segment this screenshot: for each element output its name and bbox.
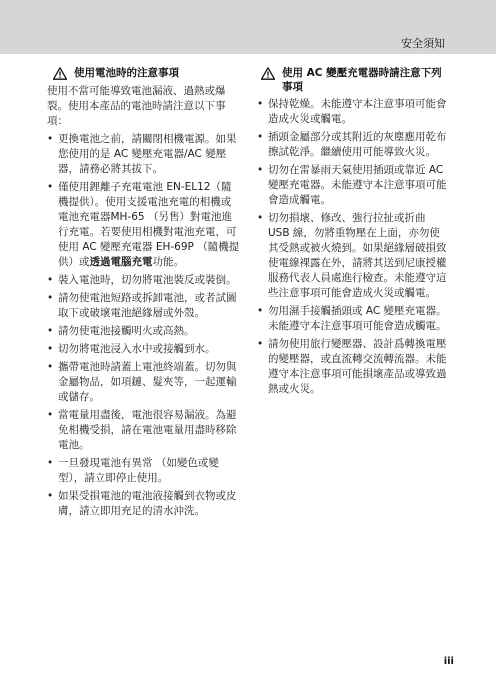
list-item: • 請勿使電池接觸明火或高熱。 — [47, 325, 195, 337]
list-item: • 勿用濕手接觸插頭或 AC 變壓充電器。未能遵守本注意事項可能會造成觸電。 — [257, 305, 447, 332]
list-item: • 裝入電池時，切勿將電池裝反或裝倒。 — [47, 274, 237, 286]
ac-adapter-heading-text: 使用 AC 變壓充電器時請注意下列事項 — [282, 67, 442, 93]
warning-triangle-icon — [259, 67, 277, 80]
list-item: • 一旦發現電池有異常 （如變色或變型），請立即停止使用。 — [47, 457, 219, 484]
ac-adapter-precautions-list — [257, 97, 450, 397]
battery-heading — [47, 66, 240, 80]
list-item: • 更換電池之前，請關閉相機電源。如果您使用的是 AC 變壓充電器/AC 變壓器，請務必將其拔下。 — [47, 133, 237, 175]
list-item: • 切勿損壞、修改、強行拉扯或折曲 USB 線，勿將重物壓在上面，亦勿使其受熱或被火燒到。如果絕緣層破損致使電線裸露在外，請將其送到尼康授權服務代表人員處進行檢查。未能遵守這些注意事項可能會造成火災或觸電。 — [257, 212, 447, 299]
list-item: • 切勿在雷暴雨天氣使用插頭或靠近 AC 變壓充電器。未能遵守本注意事項可能會造成觸電。 — [257, 164, 447, 206]
battery-heading-text: 使用電池時的注意事項 — [74, 67, 179, 79]
list-item: • 切勿將電池浸入水中或接觸到水。 — [47, 343, 216, 355]
page-number: iii — [443, 656, 454, 667]
list-item: • 僅使用鋰離子充電電池 EN-EL12（隨機提供）。使用支援電池充電的相機或電池充電器MH-65 （另售）對電池進行充電。若要使用相機對電池充電，可使用 AC 變壓充電器 EH-69P （隨機提供）或透過電腦充電功能。 — [47, 181, 240, 268]
battery-intro: 使用不當可能導致電池漏液、過熱或爆裂。使用本產品的電池時請注意以下事項： — [47, 85, 226, 127]
page-section-title: 安全須知 — [401, 37, 445, 50]
list-item: • 攜帶電池時請蓋上電池終端蓋。切勿與金屬物品，如項鏈、髮夾等，一起運輸或儲存。 — [47, 361, 237, 403]
battery-precautions-column — [47, 66, 240, 522]
list-item: • 請勿使電池短路或拆卸電池，或者試圖取下或破壞電池絕緣層或外殼。 — [47, 292, 237, 319]
ac-adapter-precautions-column — [257, 66, 450, 400]
list-item: • 當電量用盡後，電池很容易漏液。為避免相機受損，請在電池電量用盡時移除電池。 — [47, 409, 237, 451]
list-item: • 保持乾燥。未能遵守本注意事項可能會造成火災或觸電。 — [257, 98, 447, 125]
list-item: • 如果受損電池的電池液接觸到衣物或皮膚，請立即用充足的清水沖洗。 — [47, 490, 237, 517]
charge-by-computer-emphasis: 透過電腦充電 — [89, 256, 153, 268]
list-item: • 請勿使用旅行變壓器、設計爲轉換電壓的變壓器，或直流轉交流轉流器。未能遵守本注意事項可能損壞產品或導致過熱或火災。 — [257, 338, 447, 395]
ac-adapter-heading — [257, 66, 450, 94]
warning-triangle-icon — [51, 67, 69, 80]
battery-precautions-list — [47, 132, 240, 519]
list-item: • 插頭金屬部分或其附近的灰塵應用乾布擦試乾淨。繼續使用可能導致火災。 — [257, 131, 447, 158]
